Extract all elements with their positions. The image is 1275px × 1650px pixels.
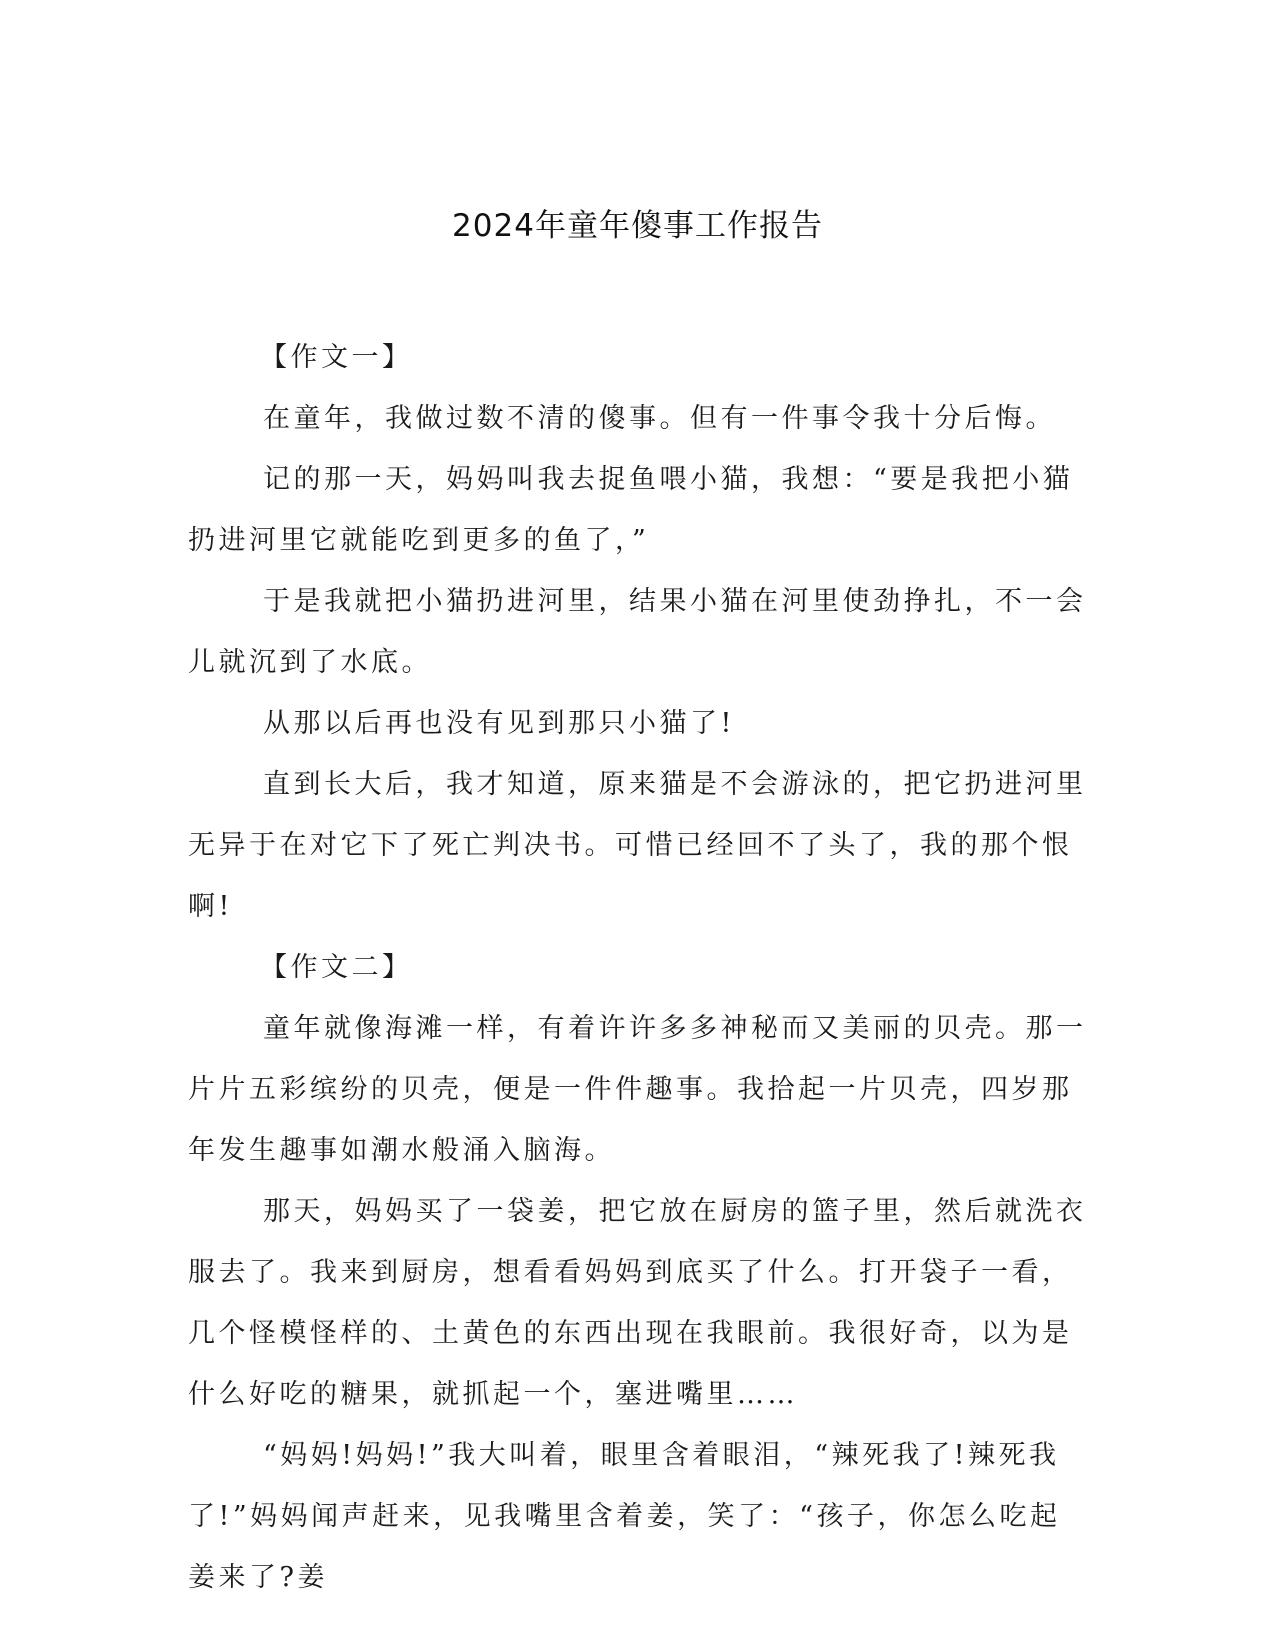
document-title: 2024年童年傻事工作报告 [452,208,823,244]
paragraph: 在童年，我做过数不清的傻事。但有一件事令我十分后悔。 [263,403,1056,434]
paragraph: 直到长大后，我才知道，原来猫是不会游泳的，把它扔进河里无异于在对它下了死亡判决书。可惜已经回不了头了，我的那个恨啊! [188,769,1087,922]
paragraph: 从那以后再也没有见到那只小猫了! [263,708,735,739]
section-heading-essay-2: 【作文二】 [260,952,413,983]
paragraph: 童年就像海滩一样，有着许许多多神秘而又美丽的贝壳。那一片片五彩缤纷的贝壳，便是一件件趣事。我拾起一片贝壳，四岁那年发生趣事如潮水般涌入脑海。 [188,1013,1087,1166]
document-body [188,327,1088,1608]
paragraph: 那天，妈妈买了一袋姜，把它放在厨房的篮子里，然后就洗衣服去了。我来到厨房，想看看妈妈到底买了什么。打开袋子一看，几个怪模怪样的、土黄色的东西出现在我眼前。我很好奇，以为是什么好吃的糖果，就抓起一个，塞进嘴里…… [188,1196,1087,1410]
section-heading-essay-1: 【作文一】 [260,342,413,373]
paragraph: 记的那一天，妈妈叫我去捉鱼喂小猫，我想：“要是我把小猫扔进河里它就能吃到更多的鱼了，” [188,464,1074,556]
paragraph: 于是我就把小猫扔进河里，结果小猫在河里使劲挣扎，不一会儿就沉到了水底。 [188,586,1087,678]
paragraph: “妈妈!妈妈!”我大叫着，眼里含着眼泪，“辣死我了!辣死我了!”妈妈闻声赶来，见我嘴里含着姜，笑了：“孩子，你怎么吃起姜来了?姜 [188,1440,1061,1593]
